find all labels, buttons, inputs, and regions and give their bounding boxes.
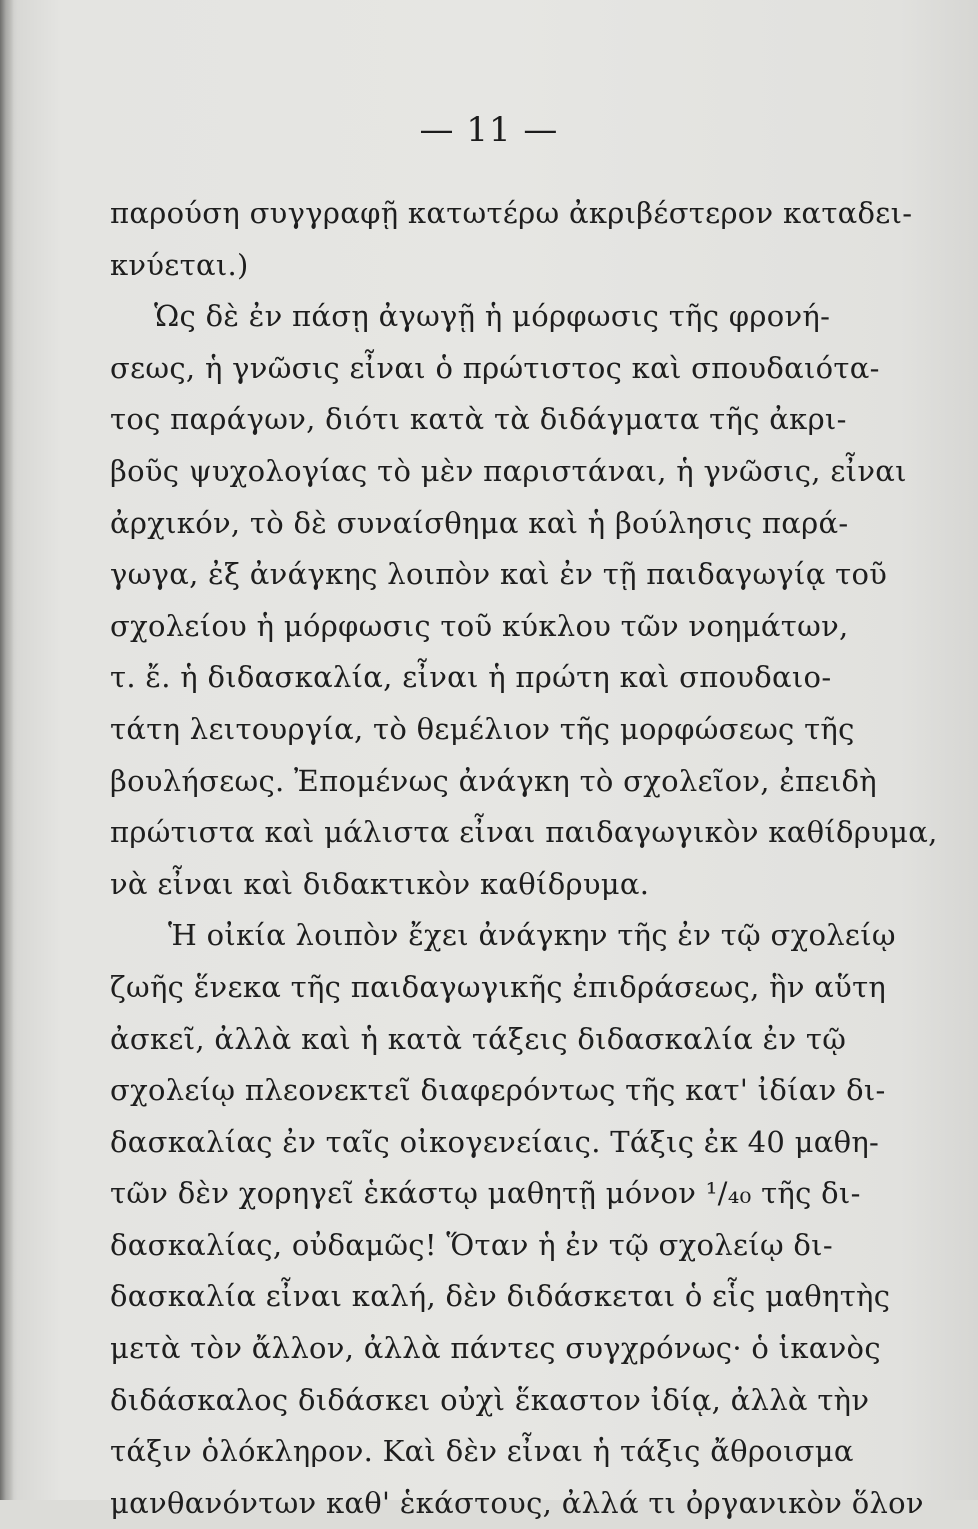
text-line: Ὡς δὲ ἐν πάσῃ ἀγωγῇ ἡ μόρφωσις τῆς φρονή-	[154, 299, 831, 334]
text-line: κνύεται.)	[110, 247, 249, 282]
text-line: τάξιν ὁλόκληρον. Καὶ δὲν εἶναι ἡ τάξις ἄθροισμα	[110, 1434, 854, 1469]
text-line: Ἡ οἰκία λοιπὸν ἔχει ἀνάγκην τῆς ἐν τῷ σχολείῳ	[168, 918, 896, 953]
text-line: παρούση συγγραφῇ κατωτέρω ἀκριβέστερον καταδει-	[110, 196, 913, 230]
text-line: σεως, ἡ γνῶσις εἶναι ὁ πρώτιστος καὶ σπουδαιότα-	[110, 350, 880, 385]
text-line: τος παράγων, διότι κατὰ τὰ διδάγματα τῆς ἀκρι-	[110, 402, 847, 437]
text-line: γωγα, ἐξ ἀνάγκης λοιπὸν καὶ ἐν τῇ παιδαγωγίᾳ τοῦ	[110, 557, 888, 592]
spine-shadow	[0, 0, 14, 1500]
text-line: ἀσκεῖ, ἀλλὰ καὶ ἡ κατὰ τάξεις διδασκαλία ἐν τῷ	[110, 1021, 847, 1056]
text-line: τῶν δὲν χορηγεῖ ἑκάστῳ μαθητῇ μόνον ¹/₄₀ τῆς δι-	[110, 1176, 861, 1211]
text-line: τ. ἔ. ἡ διδασκαλία, εἶναι ἡ πρώτη καὶ σπουδαιο-	[110, 660, 832, 695]
text-line: νὰ εἶναι καὶ διδακτικὸν καθίδρυμα.	[110, 866, 650, 901]
text-line: βουλήσεως. Ἐπομένως ἀνάγκη τὸ σχολεῖον, ἐπειδὴ	[110, 763, 877, 798]
text-line: βοῦς ψυχολογίας τὸ μὲν παριστάναι, ἡ γνῶσις, εἶναι	[110, 453, 907, 488]
page-number: — 11 —	[419, 110, 559, 150]
text-line: σχολείου ἡ μόρφωσις τοῦ κύκλου τῶν νοημάτων,	[110, 608, 849, 643]
text-line: διδάσκαλος διδάσκει οὐχὶ ἕκαστον ἰδίᾳ, ἀλλὰ τὴν	[110, 1382, 870, 1417]
text-line: δασκαλίας ἐν ταῖς οἰκογενείαις. Τάξις ἐκ 40 μαθη-	[110, 1124, 880, 1159]
text-line: τάτη λειτουργία, τὸ θεμέλιον τῆς μορφώσεως τῆς	[110, 711, 855, 746]
text-line: ζωῆς ἕνεκα τῆς παιδαγωγικῆς ἐπιδράσεως, ἣν αὕτη	[110, 969, 887, 1004]
text-line: πρώτιστα καὶ μάλιστα εἶναι παιδαγωγικὸν καθίδρυμα,	[110, 815, 938, 850]
text-line: ἀρχικόν, τὸ δὲ συναίσθημα καὶ ἡ βούλησις παρά-	[110, 505, 849, 540]
text-line: σχολείῳ πλεονεκτεῖ διαφερόντως τῆς κατ' ἰδίαν δι-	[110, 1073, 886, 1108]
text-line: δασκαλία εἶναι καλή, δὲν διδάσκεται ὁ εἷς μαθητὴς	[110, 1279, 891, 1314]
text-line: μανθανόντων καθ' ἑκάστους, ἀλλά τι ὀργανικὸν ὅλον	[110, 1485, 924, 1520]
body-text	[110, 188, 938, 1529]
text-line: μετὰ τὸν ἄλλον, ἀλλὰ πάντες συγχρόνως· ὁ ἱκανὸς	[110, 1331, 881, 1366]
text-line: δασκαλίας, οὐδαμῶς! Ὅταν ἡ ἐν τῷ σχολείῳ δι-	[110, 1227, 833, 1262]
